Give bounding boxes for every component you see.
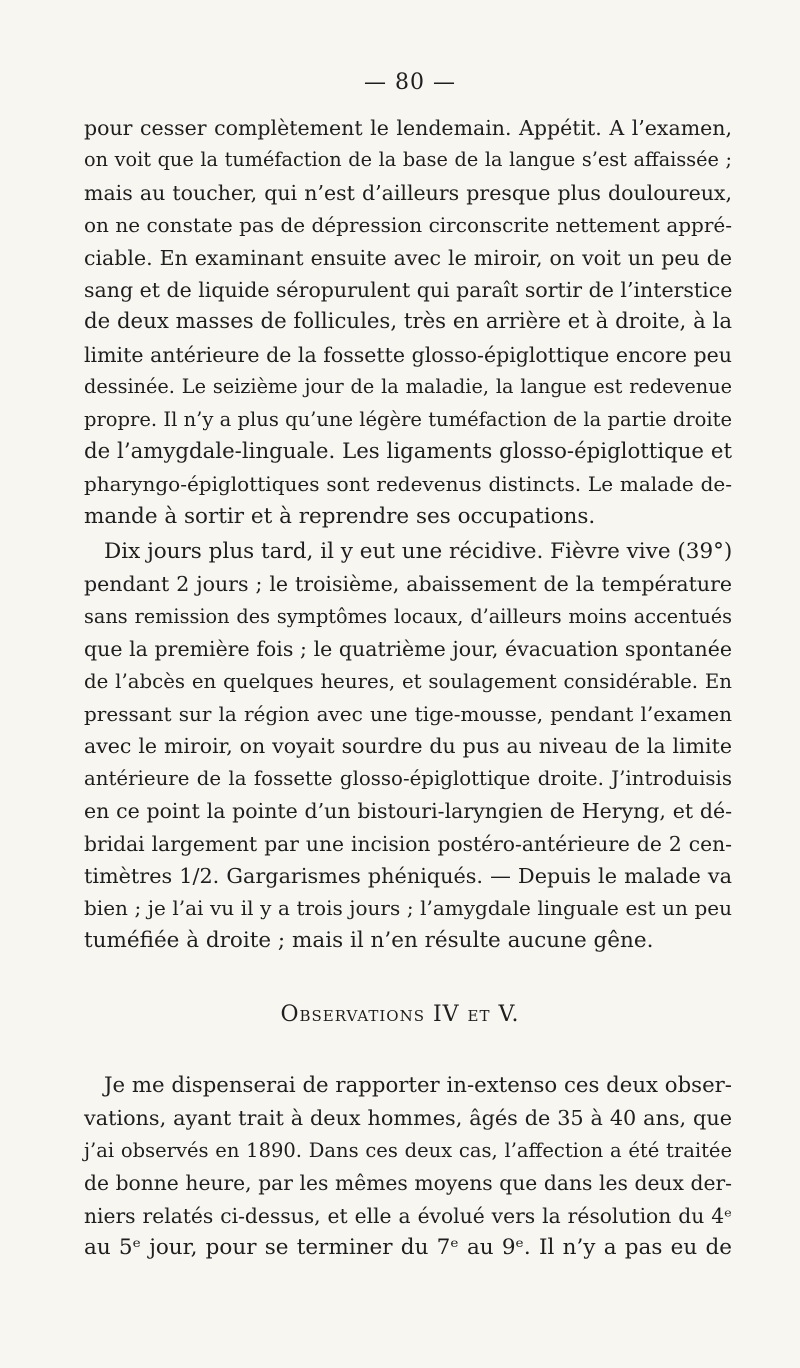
text-line: niers relatés ci-dessus, et elle a évolué vers la résolution du 4ᵉ xyxy=(84,1203,732,1228)
text-line: en ce point la pointe d’un bistouri-laryngien de Heryng, et dé- xyxy=(84,799,732,824)
text-line: de l’abcès en quelques heures, et soulagement considérable. En xyxy=(84,669,732,693)
text-line: au 5ᵉ jour, pour se terminer du 7ᵉ au 9ᵉ. Il n’y a pas eu de xyxy=(84,1235,732,1261)
text-line: de bonne heure, par les mêmes moyens que dans les deux der- xyxy=(84,1171,732,1196)
text-line: bien ; je l’ai vu il y a trois jours ; l’amygdale linguale est un peu xyxy=(84,896,732,921)
text-line: pressant sur la région avec une tige-mousse, pendant l’examen xyxy=(84,702,732,727)
text-line: propre. Il n’y a plus qu’une légère tuméfaction de la partie droite xyxy=(84,407,732,431)
text-line: antérieure de la fossette glosso-épiglottique droite. J’introduisis xyxy=(84,766,732,790)
text-line: vations, ayant trait à deux hommes, âgés de 35 à 40 ans, que xyxy=(84,1106,732,1131)
text-line: de deux masses de follicules, très en arrière et à droite, à la xyxy=(84,309,732,335)
text-line: mande à sortir et à reprendre ses occupations. xyxy=(84,503,596,529)
text-line: pharyngo-épiglottiques sont redevenus distincts. Le malade de- xyxy=(84,472,732,497)
text-line: mais au toucher, qui n’est d’ailleurs presque plus douloureux, xyxy=(84,180,732,205)
text-line: sans remission des symptômes locaux, d’ailleurs moins accentués xyxy=(84,604,732,628)
section-heading: Observations IV et V. xyxy=(280,1002,520,1027)
page-number: — 80 — xyxy=(364,70,456,95)
text-line: timètres 1/2. Gargarismes phéniqués. — Depuis le malade va xyxy=(84,864,732,889)
text-line: bridai largement par une incision postéro-antérieure de 2 cen- xyxy=(84,831,732,856)
text-line: de l’amygdale-linguale. Les ligaments glosso-épiglottique et xyxy=(84,439,732,465)
text-line: tuméfiée à droite ; mais il n’en résulte aucune gêne. xyxy=(84,927,654,953)
text-line: sang et de liquide séropurulent qui paraît sortir de l’interstice xyxy=(84,278,733,303)
text-line: j’ai observés en 1890. Dans ces deux cas, l’affection a été traitée xyxy=(84,1138,732,1162)
text-line: avec le miroir, on voyait sourdre du pus au niveau de la limite xyxy=(84,734,732,759)
paragraph-1 xyxy=(84,112,732,533)
paragraph-2 xyxy=(84,536,732,957)
paragraph-3 xyxy=(84,1070,732,1264)
text-line: Je me dispenserai de rapporter in-extenso ces deux obser- xyxy=(104,1073,732,1098)
text-line: on voit que la tuméfaction de la base de la langue s’est affaissée ; xyxy=(84,148,732,172)
text-line: pour cesser complètement le lendemain. Appétit. A l’examen, xyxy=(84,116,732,140)
text-line: dessinée. Le seizième jour de la maladie, la langue est redevenue xyxy=(84,375,732,399)
text-line: limite antérieure de la fossette glosso-épiglottique encore peu xyxy=(84,342,732,367)
text-line: que la première fois ; le quatrième jour, évacuation spontanée xyxy=(84,637,732,662)
text-line: pendant 2 jours ; le troisième, abaissement de la température xyxy=(84,572,732,597)
text-line: ciable. En examinant ensuite avec le miroir, on voit un peu de xyxy=(84,245,732,270)
text-line: Dix jours plus tard, il y eut une récidive. Fièvre vive (39°) xyxy=(104,539,733,564)
text-line: on ne constate pas de dépression circonscrite nettement appré- xyxy=(84,213,732,238)
